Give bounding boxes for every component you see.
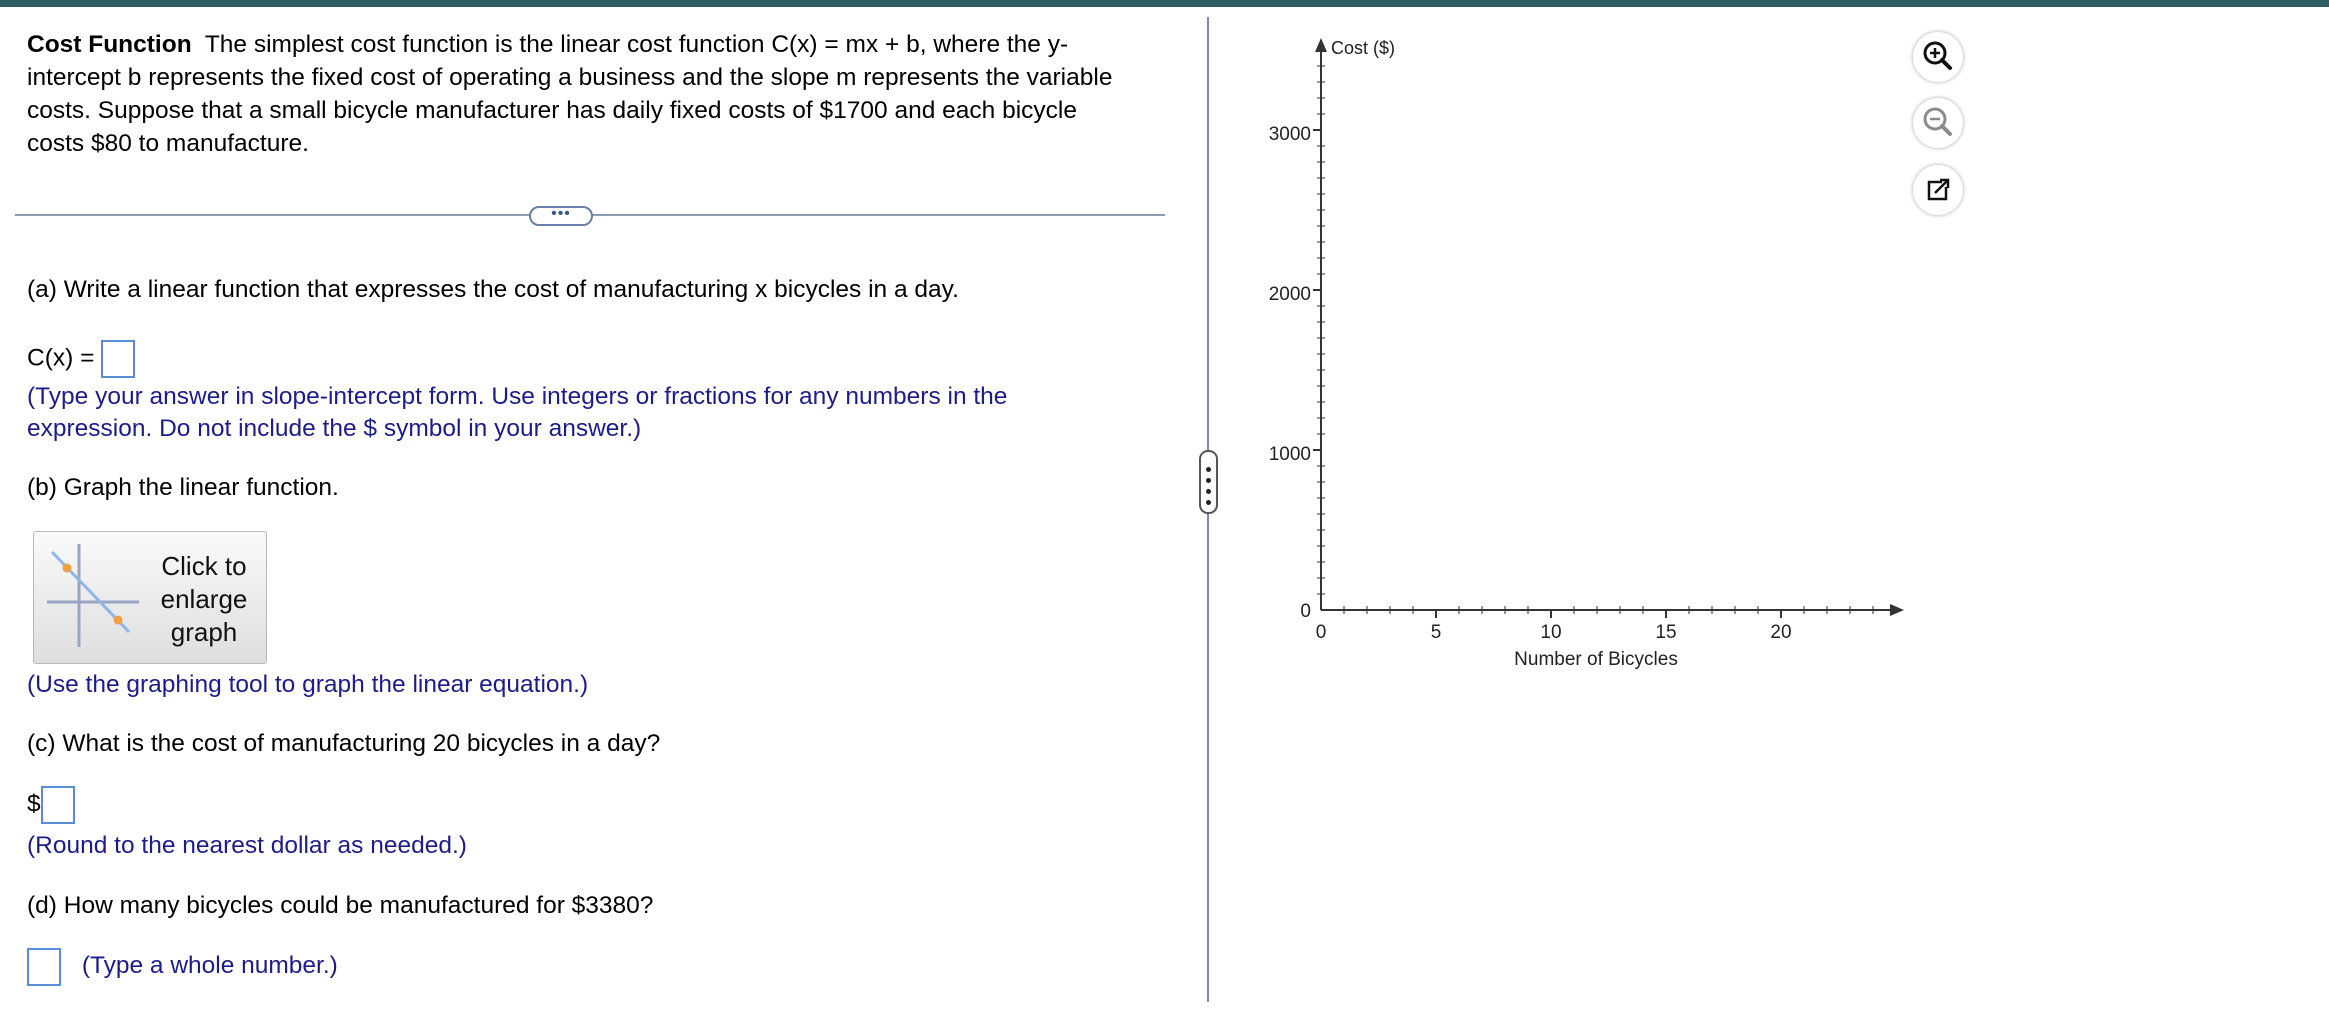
x-tick-5: 5 xyxy=(1430,622,1442,643)
graph-thumbnail-icon xyxy=(34,532,144,665)
x-tick-0: 0 xyxy=(1315,622,1327,643)
enlarge-graph-button[interactable] xyxy=(33,531,267,664)
y-minor-ticks xyxy=(1313,50,1325,594)
question-a: (a) Write a linear function that expresses the cost of manufacturing x bicycles in a day. xyxy=(27,276,959,303)
answer-a-prefix: C(x) = xyxy=(27,344,95,372)
zoom-in-button[interactable] xyxy=(1913,32,1963,82)
zoom-in-icon xyxy=(1913,32,1963,82)
x-ticks xyxy=(1344,606,1873,618)
y-tick-1000: 1000 xyxy=(1268,444,1311,465)
hint-c: (Round to the nearest dollar as needed.) xyxy=(27,832,467,859)
question-b: (b) Graph the linear function. xyxy=(27,474,339,501)
hint-a: (Type your answer in slope-intercept form. Use integers or fractions for any numbers in the expression. Do not include the $ symbol in your answer.) xyxy=(27,383,1008,442)
x-tick-20: 20 xyxy=(1770,622,1792,643)
x-axis-arrow xyxy=(1890,604,1904,616)
top-bar xyxy=(0,0,2329,7)
y-axis-label: Cost ($) xyxy=(1331,38,1396,58)
x-tick-15: 15 xyxy=(1655,622,1677,643)
answer-c-prefix: $ xyxy=(27,790,41,818)
zoom-out-button[interactable] xyxy=(1913,98,1963,148)
question-c: (c) What is the cost of manufacturing 20 bicycles in a day? xyxy=(27,730,661,757)
answer-a-input[interactable] xyxy=(101,340,135,378)
zoom-out-icon xyxy=(1913,98,1963,148)
y-tick-0: 0 xyxy=(1300,601,1311,622)
question-pane xyxy=(0,7,1205,1014)
answer-c-input[interactable] xyxy=(41,786,75,824)
y-tick-3000: 3000 xyxy=(1268,124,1311,145)
problem-title: Cost Function xyxy=(27,31,192,58)
question-d: (d) How many bicycles could be manufactured for $3380? xyxy=(27,892,654,919)
popout-button[interactable] xyxy=(1913,165,1963,215)
y-tick-2000: 2000 xyxy=(1268,284,1311,305)
answer-a-row xyxy=(27,340,135,378)
hint-d: (Type a whole number.) xyxy=(81,952,338,980)
x-axis-label: Number of Bicycles xyxy=(1514,649,1678,670)
answer-d-input[interactable] xyxy=(27,948,61,986)
popout-icon xyxy=(1913,165,1963,215)
expand-collapse-button[interactable]: ••• xyxy=(529,206,593,226)
problem-text: The simplest cost function is the linear cost function C(x) = mx + b, where the y-intercept b represents the fixed cost of operating a business and the slope m represents the variable costs. Suppose that a small bicycle manufacturer has daily fixed costs of $1700 and each bicycle costs $80 to manufacture. xyxy=(27,31,1113,157)
hint-b: (Use the graphing tool to graph the linear equation.) xyxy=(27,671,589,698)
answer-d-row xyxy=(27,948,338,986)
problem-statement xyxy=(27,28,1137,160)
answer-c-row xyxy=(27,786,75,824)
cost-graph[interactable] xyxy=(1230,20,1950,680)
x-tick-10: 10 xyxy=(1540,622,1562,643)
splitter-handle[interactable] xyxy=(1199,450,1218,514)
enlarge-graph-label: Click to enlarge graph xyxy=(160,551,248,647)
